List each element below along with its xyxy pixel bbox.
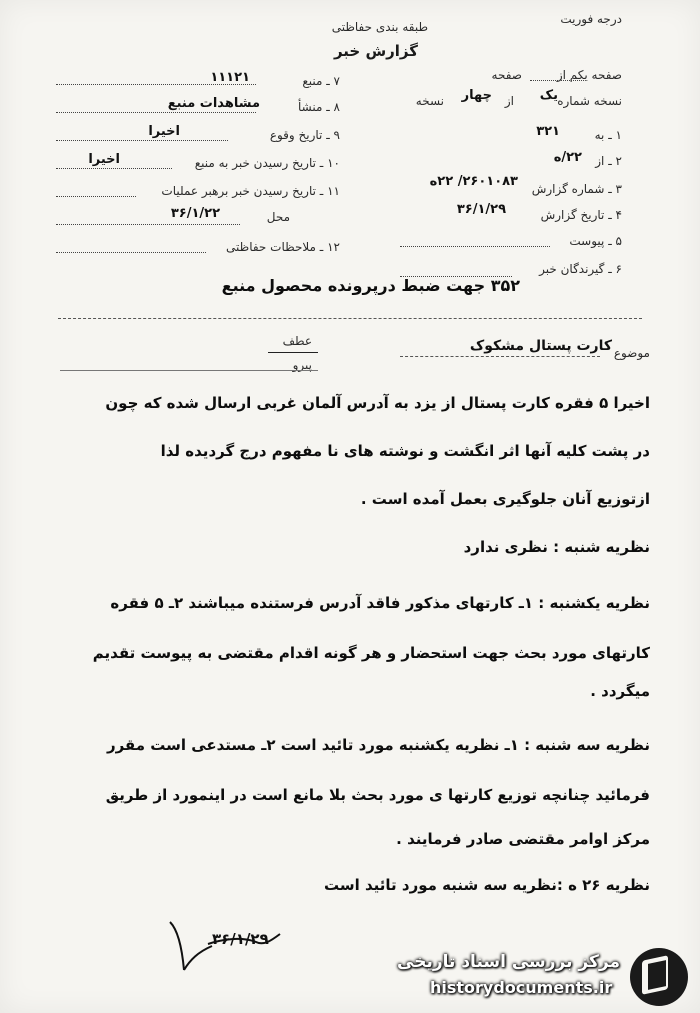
field-occurrence-date-value: اخیرا <box>148 124 180 139</box>
field-recipients-label: ۶ ـ گیرندگان خبر <box>539 262 622 276</box>
field-source-label: ۷ ـ منبع <box>302 74 340 88</box>
field-received-by-source-label: ۱۰ ـ تاریخ رسیدن خبر به منبع <box>194 156 340 170</box>
field-from-value: ۲۲/ه <box>553 150 582 165</box>
field-copy-number-value: یک <box>539 88 558 103</box>
body-p2: نظریه شنبه : نظری ندارد <box>463 538 650 556</box>
field-received-by-source-value: اخیرا <box>88 152 120 167</box>
field-location-label: محل <box>266 210 290 224</box>
peyro-label: پیرو <box>292 358 312 372</box>
subject-label: موضوع <box>613 346 650 360</box>
field-attachment-label: ۵ ـ پیوست <box>569 234 622 248</box>
field-origin-value: مشاهدات منبع <box>167 96 260 111</box>
body-p1-line3: ازتوزیع آنان جلوگیری بعمل آمده است . <box>360 490 650 508</box>
field-origin-label: ۸ ـ منشأ <box>297 100 340 114</box>
field-report-date-label: ۴ ـ تاریخ گزارش <box>540 208 622 222</box>
field-report-date-value: ۳۶/۱/۲۹ <box>456 202 506 217</box>
field-copy-total-value: چهار <box>461 88 492 103</box>
priority-label: درجه فوریت <box>560 12 622 26</box>
field-copy-suffix: نسخه <box>415 94 444 108</box>
watermark-title: مرکز بررسی اسناد تاریخی <box>397 952 620 972</box>
field-from-label: ۲ ـ از <box>595 154 622 168</box>
routing-note: ۳۵۲ جهت ضبط درپرونده محصول منبع <box>221 276 520 295</box>
field-report-number-value: ۲۶۰۱۰۸۳/ ۲۲ه <box>429 174 518 189</box>
field-report-number-label: ۳ ـ شماره گزارش <box>531 182 622 196</box>
watermark-url: historydocuments.ir <box>430 978 613 997</box>
body-p5: نظریه ۲۶ ه :نظریه سه شنبه مورد تائید است <box>324 876 650 894</box>
field-security-notes-label: ۱۲ ـ ملاحظات حفاظتی <box>226 240 340 254</box>
field-received-by-leader-label: ۱۱ ـ تاریخ رسیدن خبر برهبر عملیات <box>161 184 340 198</box>
field-to-value: ۳۲۱ <box>536 124 560 139</box>
field-to-label: ۱ ـ به <box>594 128 622 142</box>
field-page-label: صفحه یکم از <box>556 68 622 82</box>
body-p3-line1: نظریه یکشنبه : ۱ـ کارتهای مذکور فاقد آدرس فرستنده میباشند ۲ـ ۵ فقره <box>110 594 650 612</box>
body-p4-line1: نظریه سه شنبه : ۱ـ نظریه یکشنبه مورد تائید است ۲ـ مستدعی است مقرر <box>106 736 650 754</box>
field-page-suffix: صفحه <box>491 68 522 82</box>
field-copy-of-label: از <box>504 94 514 108</box>
body-p3-line3: میگردد . <box>590 682 650 700</box>
subject-value: کارت پستال مشکوک <box>469 338 612 354</box>
classification-label: طبقه بندی حفاظتی <box>331 20 428 34</box>
document-center-logo-icon <box>630 948 688 1006</box>
atf-label: عطف <box>282 334 312 348</box>
body-p4-line2: فرمائید چنانچه توزیع کارتها ی مورد بحث بلا مانع است در اینمورد از طریق <box>105 786 650 804</box>
form-title: گزارش خبر <box>333 42 418 60</box>
field-copy-label: نسخه شماره <box>557 94 622 108</box>
body-p4-line3: مرکز اوامر مقتضی صادر فرمایند . <box>396 830 650 848</box>
field-location-value: ۳۶/۱/۲۲ <box>170 206 220 221</box>
field-source-value: ۱۱۱۲۱ <box>210 70 250 85</box>
body-p1-line2: در پشت کلیه آنها اثر انگشت و نوشته های نا مفهوم درج گردیده لذا <box>160 442 650 460</box>
signature-date: ۳۶/۱/۲۹ <box>212 930 269 948</box>
body-p1-line1: اخیرا ۵ فقره کارت پستال از یزد به آدرس آلمان غربی ارسال شده که چون <box>105 394 650 412</box>
body-p3-line2: کارتهای مورد بحث جهت استحضار و هر گونه اقدام مقتضی به پیوست تقدیم <box>92 644 650 662</box>
field-occurrence-date-label: ۹ ـ تاریخ وقوع <box>269 128 340 142</box>
